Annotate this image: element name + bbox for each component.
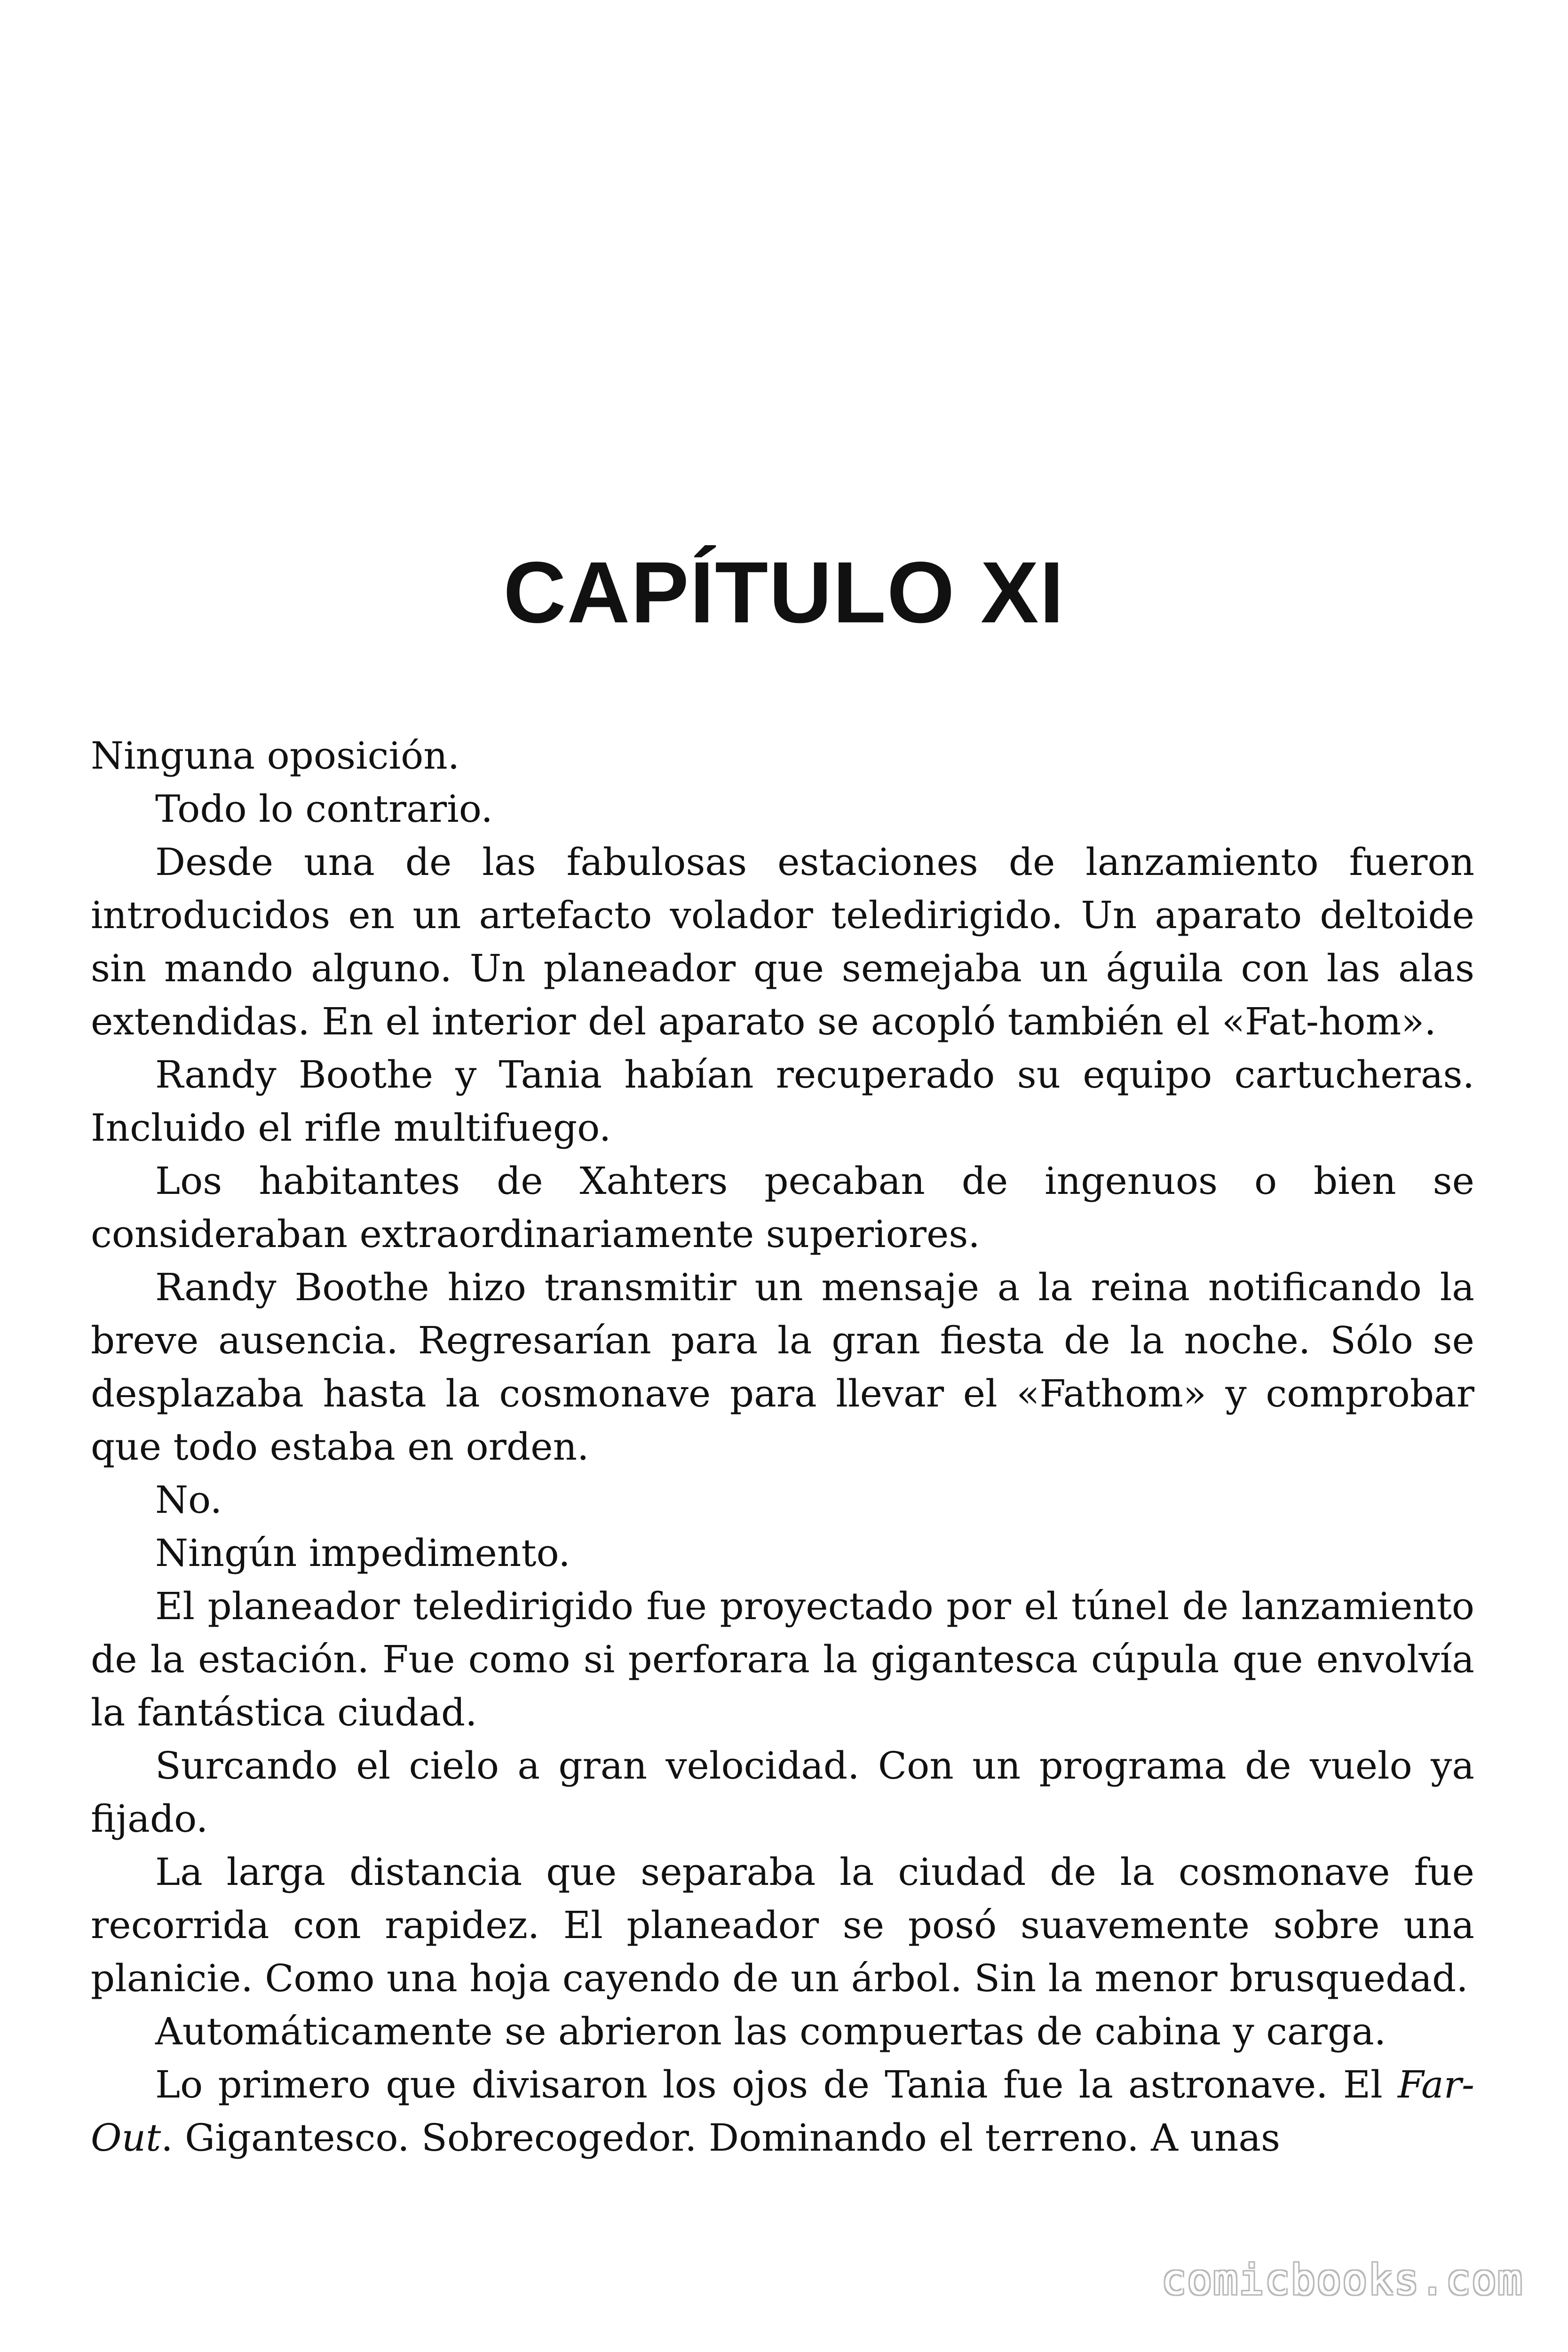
paragraph: No. [155,1478,222,1522]
paragraph: Automáticamente se abrieron las compuertas de cabina y carga. [155,2010,1386,2053]
paragraph: Todo lo contrario. [155,787,493,831]
last-paragraph [91,2058,1474,2164]
ship-name: Far-Out [91,2063,1474,2160]
chapter-body [91,729,1474,2164]
paragraph: Surcando el cielo a gran velocidad. Con un programa de vuelo ya fijado. [91,1744,1474,1841]
paragraph: Randy Boothe y Tania habían recuperado su equipo cartucheras. Incluido el rifle multifuego. [91,1053,1474,1150]
paragraph: El planeador teledirigido fue proyectado por el túnel de lanzamiento de la estación. Fue como si perforara la gigantesca cúpula que envolvía la fantástica ciudad. [91,1584,1474,1734]
watermark-logo: comicbooks.com [1161,2256,1523,2304]
chapter-title: CAPÍTULO XI [503,544,1065,641]
paragraph: Los habitantes de Xahters pecaban de ingenuos o bien se consideraban extraordinariamente superiores. [91,1159,1474,1256]
paragraph: Ninguna oposición. [91,734,460,778]
last-paragraph-end: . Gigantesco. Sobrecogedor. Dominando el terreno. A unas [161,2116,1281,2160]
paragraph: Desde una de las fabulosas estaciones de lanzamiento fueron introducidos en un artefacto volador teledirigido. Un aparato deltoide sin mando alguno. Un planeador que semejaba un águila con las alas extendidas. En el interior del aparato se acopló también el «Fat-hom». [91,840,1474,1043]
paragraph: Randy Boothe hizo transmitir un mensaje a la reina notificando la breve ausencia. Regresarían para la gran fiesta de la noche. Sólo se desplazaba hasta la cosmonave para llevar el «Fathom» y comprobar que todo estaba en orden. [91,1265,1474,1469]
paragraph: Ningún impedimento. [155,1531,570,1575]
last-paragraph-start: Lo primero que divisaron los ojos de Tania fue la astronave. El [155,2063,1398,2106]
paragraph: La larga distancia que separaba la ciudad de la cosmonave fue recorrida con rapidez. El planeador se posó suavemente sobre una planicie. Como una hoja cayendo de un árbol. Sin la menor brusquedad. [91,1850,1474,2000]
